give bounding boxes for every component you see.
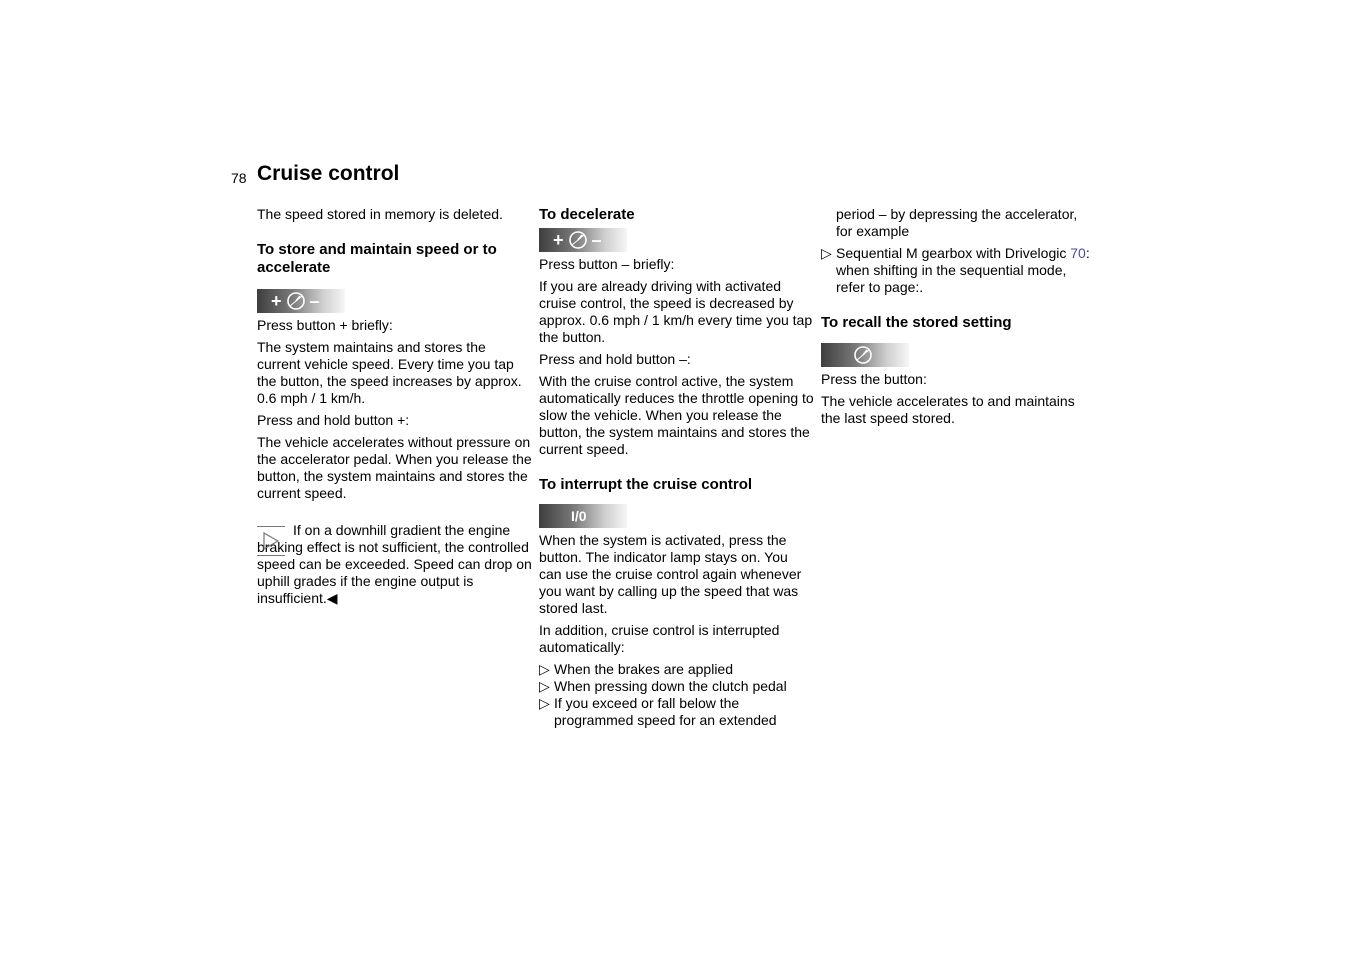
recall-p2: The vehicle accelerates to and maintains the last speed stored. — [821, 393, 1075, 426]
speedometer-icon — [853, 345, 873, 365]
page-title: Cruise control — [257, 162, 400, 185]
minus-icon: – — [591, 229, 602, 250]
column-2 — [539, 206, 814, 729]
recall-button-image — [821, 343, 909, 367]
speedometer-icon — [568, 230, 588, 250]
recall-p1: Press the button: — [821, 371, 927, 387]
note-triangle-icon — [257, 526, 285, 556]
speedometer-icon — [286, 291, 306, 311]
continued-text: period – by depressing the accelerator, for example — [836, 206, 1078, 239]
bullet-icon: ▷ — [539, 678, 550, 694]
column-1 — [257, 206, 532, 607]
io-label: I/0 — [571, 507, 587, 524]
list-item: ▷ If you exceed or fall below the programmed speed for an extended — [539, 695, 777, 728]
note-block — [257, 522, 532, 607]
interrupt-p1: When the system is activated, press the button. The indicator lamp stays on. You can use the cruise control again whenever you want by calling up the speed that was stored last. — [539, 532, 802, 616]
note-end-icon: ◀ — [326, 590, 338, 606]
recall-heading: To recall the stored setting — [821, 314, 1012, 331]
store-p3: Press and hold button +: — [257, 412, 410, 428]
column-3 — [821, 206, 1096, 432]
minus-icon: – — [309, 290, 320, 311]
page-link[interactable]: 70 — [1070, 245, 1086, 261]
list-item: ▷ Sequential M gearbox with Drivelogic 70: when shifting in the sequential mode, refer to page:. — [821, 245, 1090, 295]
list-item: ▷ When the brakes are applied — [539, 661, 733, 677]
note-text: If on a downhill gradient the engine braking effect is not sufficient, the controlled speed can be exceeded. Speed can drop on uphill grades if the engine output is insufficient. — [257, 522, 532, 606]
plus-minus-button-image — [257, 289, 345, 313]
decel-p4: With the cruise control active, the system automatically reduces the throttle opening to slow the vehicle. When you release the button, the system maintains and stores the current speed. — [539, 373, 814, 457]
store-p1: Press button + briefly: — [257, 317, 393, 333]
store-p4: The vehicle accelerates without pressure on the accelerator pedal. When you release the button, the system maintains and stores the current speed. — [257, 434, 532, 501]
store-p2: The system maintains and stores the current vehicle speed. Every time you tap the button, the speed increases by approx. 0.6 mph / 1 km/h. — [257, 339, 522, 406]
bullet-icon: ▷ — [539, 695, 550, 711]
decel-p1: Press button – briefly: — [539, 256, 675, 272]
bullet-icon: ▷ — [821, 245, 832, 261]
store-heading: To store and maintain speed or to accelerate — [257, 241, 497, 276]
decel-p2: If you are already driving with activated cruise control, the speed is decreased by approx. 0.6 mph / 1 km/h every time you tap the button. — [539, 278, 813, 345]
bullet-icon: ▷ — [539, 661, 550, 677]
interrupt-heading: To interrupt the cruise control — [539, 476, 753, 493]
interrupt-p2: In addition, cruise control is interrupted automatically: — [539, 622, 780, 655]
plus-icon: + — [553, 229, 564, 250]
plus-icon: + — [271, 290, 282, 311]
intro-text: The speed stored in memory is deleted. — [257, 206, 503, 222]
decel-p3: Press and hold button –: — [539, 351, 691, 367]
plus-minus-button-image-2 — [539, 228, 627, 252]
page-number: 78 — [231, 170, 247, 186]
io-button-image — [539, 504, 627, 528]
decelerate-heading: To decelerate — [539, 206, 635, 223]
list-item: ▷ When pressing down the clutch pedal — [539, 678, 787, 694]
